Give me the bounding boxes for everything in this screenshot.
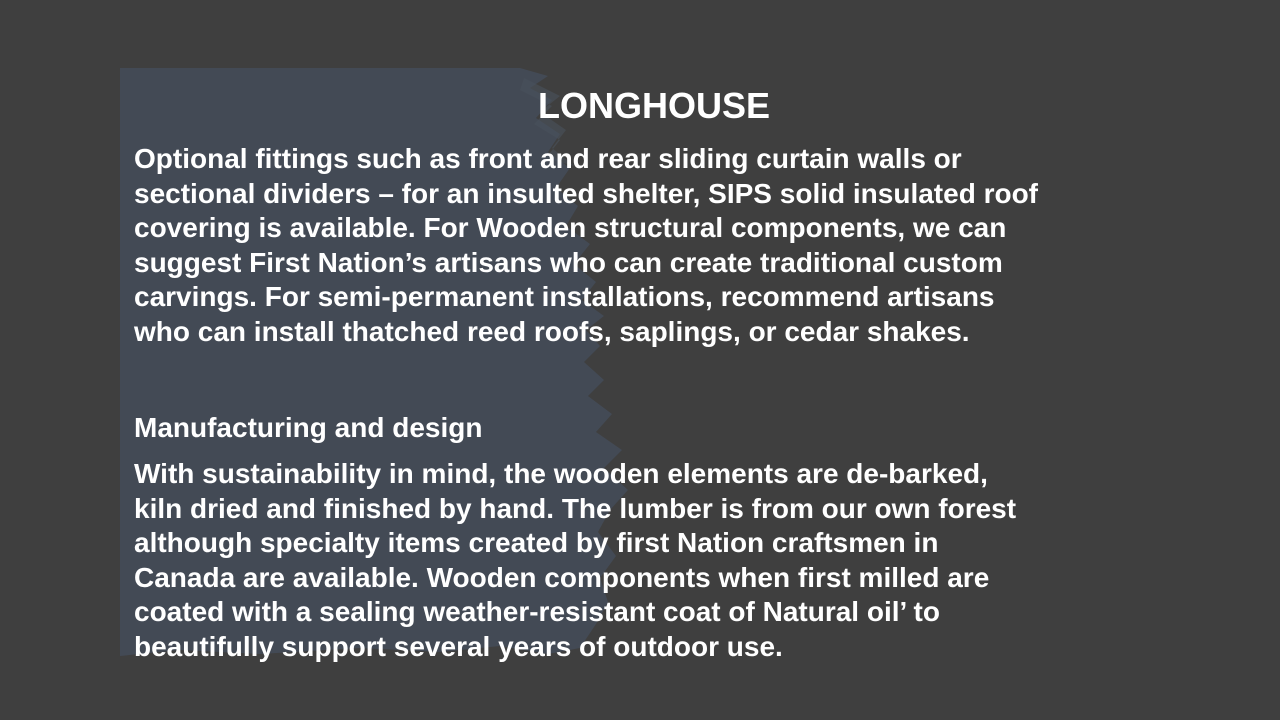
paragraph-line: carvings. For semi-permanent installations, recommend artisans: [134, 281, 995, 312]
paragraph-line: sectional dividers – for an insulted shelter, SIPS solid insulated roof: [134, 177, 1038, 209]
paragraph-line: although specialty items created by first Nation craftsmen in: [134, 527, 939, 558]
paragraph-line: kiln dried and finished by hand. The lumber is from our own forest: [134, 492, 1017, 524]
paragraph-fittings: [134, 142, 1214, 349]
paragraph-line: With sustainability in mind, the wooden elements are de-barked,: [134, 458, 988, 489]
paragraph-line: beautifully support several years of outdoor use.: [134, 630, 783, 662]
slide-title: LONGHOUSE: [537, 85, 770, 126]
paragraph-line: covering is available. For Wooden structural components, we can: [134, 212, 1007, 243]
paragraph-line: Canada are available. Wooden components when first milled are: [134, 561, 990, 593]
paragraph-line: who can install thatched reed roofs, saplings, or cedar shakes.: [134, 315, 970, 347]
section-heading: Manufacturing and design: [134, 412, 483, 443]
paragraph-manufacturing: [134, 457, 1214, 664]
paragraph-line: suggest First Nation’s artisans who can create traditional custom: [134, 246, 1003, 278]
paragraph-line: coated with a sealing weather-resistant coat of Natural oil’ to: [134, 596, 940, 627]
paragraph-line: Optional fittings such as front and rear sliding curtain walls or: [134, 143, 962, 174]
